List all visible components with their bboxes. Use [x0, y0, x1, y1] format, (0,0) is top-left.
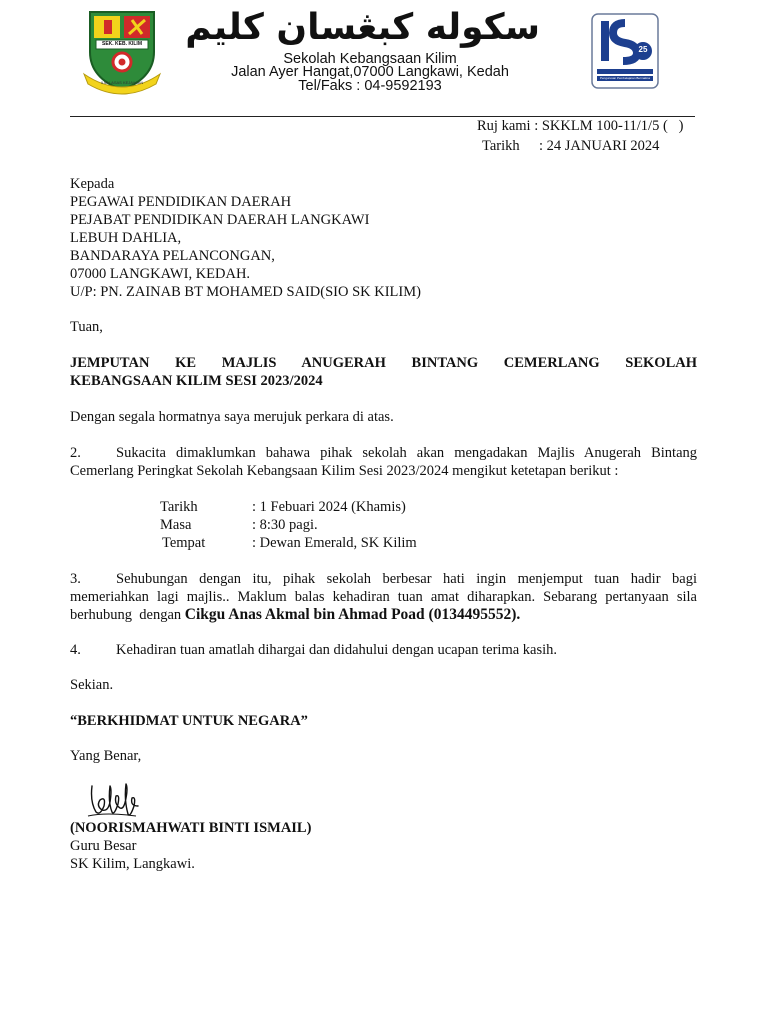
yang-benar: Yang Benar, — [70, 748, 142, 764]
recipient-line: PEGAWAI PENDIDIKAN DAERAH — [70, 194, 292, 210]
recipient-line: LEBUH DAHLIA, — [70, 230, 182, 246]
signatory-title: Guru Besar — [70, 838, 137, 854]
signatory-place: SK Kilim, Langkawi. — [70, 856, 195, 872]
ruj-value: : SKKLM 100-11/1/5 ( ) — [534, 118, 684, 134]
badge-caption: Pengurusan Pembelajaran Bermakna — [599, 76, 651, 80]
detail-masa-label: Masa — [160, 517, 192, 533]
detail-tempat-label: Tempat — [162, 535, 206, 551]
para3-line1: Sehubungan dengan itu, pihak sekolah berbesar hati ingin menjemput tuan hadir bagi — [116, 571, 697, 587]
para2-text: Sukacita dimaklumkan bahawa pihak sekolah akan mengadakan Majlis Anugerah Bintang — [116, 445, 697, 461]
badge-number: 25 — [638, 45, 648, 54]
salutation: Tuan, — [70, 319, 103, 335]
recipient-line: 07000 LANGKAWI, KEDAH. — [70, 266, 251, 282]
reference-tarikh — [482, 138, 659, 155]
para2-continuation: Cemerlang Peringkat Sekolah Kebangsaan Kilim Sesi 2023/2024 mengikut ketetapan berikut : — [70, 463, 619, 479]
recipient-line: BANDARAYA PELANCONGAN, — [70, 248, 275, 264]
subject-line: JEMPUTAN KE MAJLIS ANUGERAH BINTANG CEMERLANG SEKOLAH — [70, 355, 697, 371]
school-name: Sekolah Kebangsaan Kilim — [283, 51, 457, 67]
tarikh-value: : 24 JANUARI 2024 — [539, 138, 660, 154]
school-phone: Tel/Faks : 04-9592193 — [298, 78, 442, 94]
subject-line: KEBANGSAAN KILIM SESI 2023/2024 — [70, 373, 323, 389]
detail-tarikh-label: Tarikh — [160, 499, 198, 515]
detail-tarikh-value: : 1 Febuari 2024 (Khamis) — [252, 499, 406, 515]
detail-tempat-value: : Dewan Emerald, SK Kilim — [252, 535, 417, 551]
signature-image — [86, 776, 146, 822]
para3-line3 — [70, 606, 520, 624]
crest-banner-text: SEK. KEB. KILIM — [101, 41, 142, 47]
closing-sekian: Sekian. — [70, 677, 114, 693]
program-badge-logo — [591, 13, 659, 89]
signatory-name: (NOORISMAHWATI BINTI ISMAIL) — [70, 820, 312, 836]
recipient-line: Kepada — [70, 176, 115, 192]
para3-contact-prefix: berhubung dengan — [70, 607, 185, 623]
para4-text: Kehadiran tuan amatlah dihargai dan didahului dengan ucapan terima kasih. — [116, 642, 558, 658]
school-crest-logo — [82, 8, 162, 96]
contact-person: Cikgu Anas Akmal bin Ahmad Poad (0134495552). — [184, 606, 521, 623]
detail-masa-value: : 8:30 pagi. — [252, 517, 318, 533]
school-address: Jalan Ayer Hangat,07000 Langkawi, Kedah — [231, 64, 509, 80]
opening-sentence: Dengan segala hormatnya saya merujuk perkara di atas. — [70, 409, 394, 425]
recipient-line: U/P: PN. ZAINAB BT MOHAMED SAID(SIO SK KILIM) — [70, 284, 421, 300]
tarikh-label: Tarikh — [482, 138, 520, 154]
reference-ruj — [477, 118, 684, 135]
recipient-line: PEJABAT PENDIDIKAN DAERAH LANGKAWI — [70, 212, 370, 228]
motto: “BERKHIDMAT UNTUK NEGARA” — [70, 713, 308, 729]
letterhead-divider — [70, 116, 695, 117]
para4-number: 4. — [70, 642, 81, 658]
jawi-school-name: سکوله کبڠسان کليم — [185, 7, 540, 48]
para2-number: 2. — [70, 445, 81, 461]
para3-number: 3. — [70, 571, 81, 587]
ruj-label: Ruj kami — [477, 118, 531, 134]
para3-line2: memeriahkan lagi majlis.. Maklum balas kehadiran tuan amat diharapkan. Sebarang pertanyaan sila — [70, 589, 697, 605]
crest-motto-text: ILMU ASAS KEJAYAAN — [100, 80, 144, 85]
